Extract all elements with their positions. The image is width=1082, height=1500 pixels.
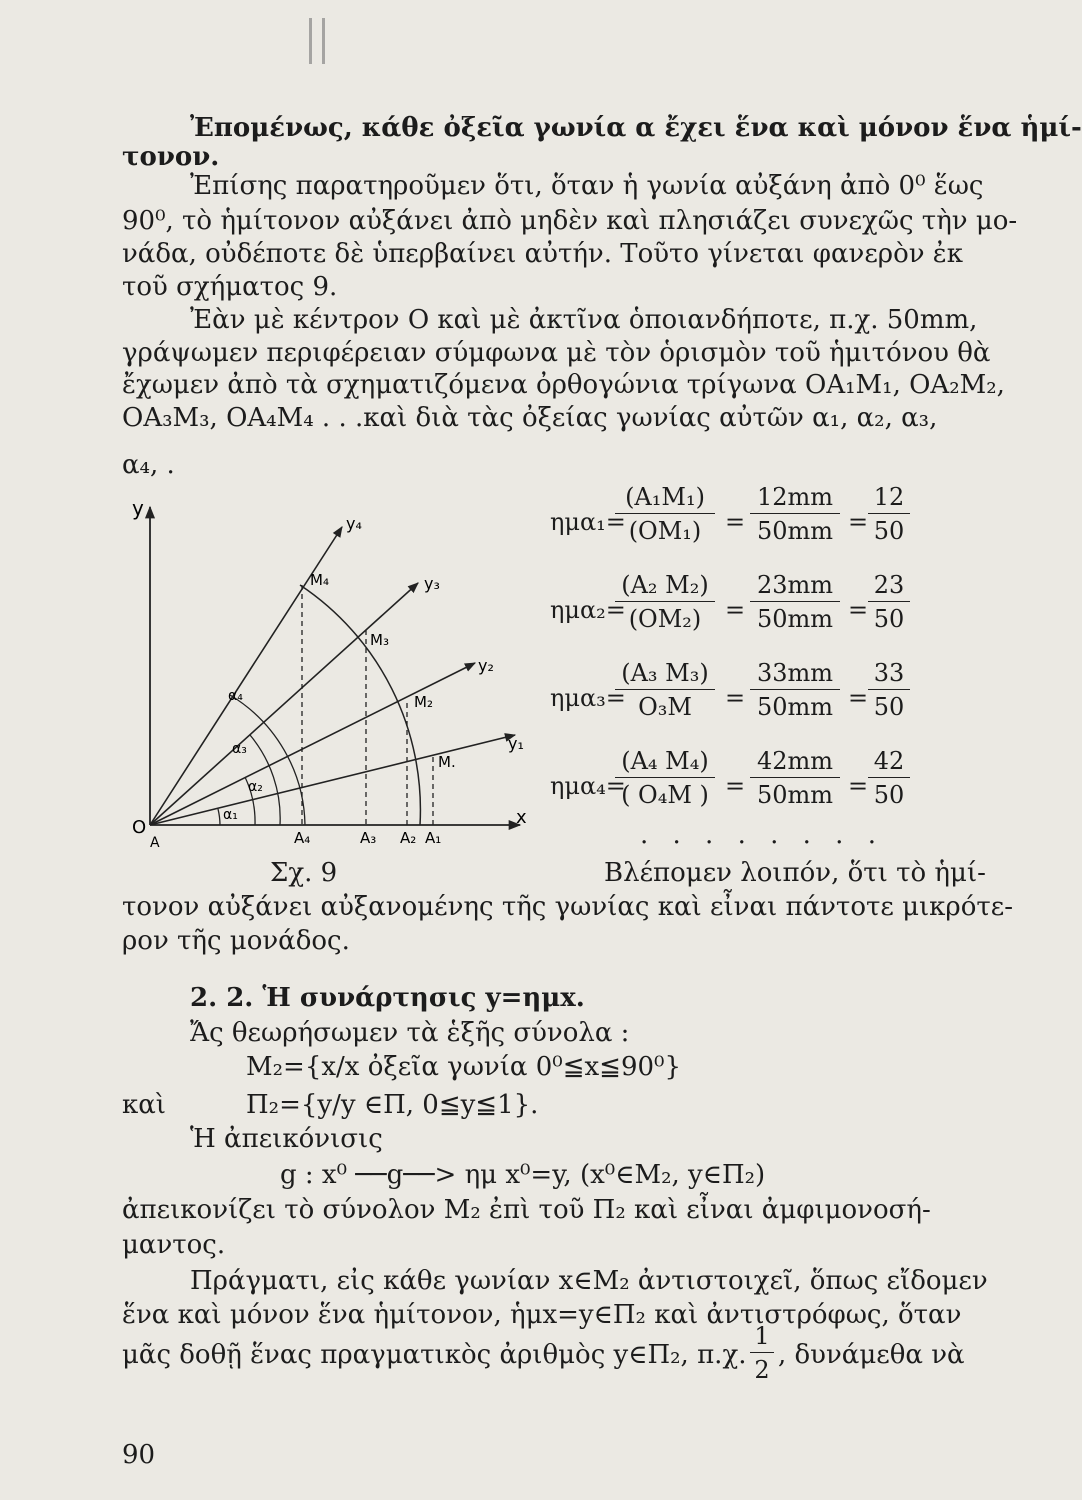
- mapping-formula: g : x⁰ ──g──> ημ x⁰=y, (x⁰∈Μ₂, y∈Π₂): [280, 1160, 766, 1190]
- denominator: ( Ο₄Μ ): [621, 781, 709, 809]
- numerator: 1: [750, 1322, 774, 1353]
- label-m1: M.: [438, 753, 456, 771]
- ray-y3: [150, 583, 418, 825]
- text-line: ἔχωμεν ἀπὸ τὰ σχηματιζόμενα ὀρθογώνια τρίγωνα ΟΑ₁Μ₁, ΟΑ₂Μ₂,: [122, 370, 1005, 400]
- formula-lhs: ημα₂=: [550, 596, 626, 624]
- label-y3: y₃: [424, 574, 440, 593]
- numerator: (Α₃ Μ₃): [615, 659, 715, 690]
- denominator: 50: [873, 693, 905, 721]
- text-line: Ἐὰν μὲ κέντρον Ο καὶ μὲ ἀκτῖνα ὁποιανδήποτε, π.χ. 50mm,: [190, 305, 978, 335]
- fraction-half: [750, 1322, 774, 1384]
- denominator: 50: [873, 605, 905, 633]
- numerator: 33: [868, 659, 910, 690]
- ray-y1: [150, 735, 515, 825]
- denominator: 50: [873, 517, 905, 545]
- text-line: ΟΑ₃Μ₃, ΟΑ₄Μ₄ . . .καὶ διὰ τὰς ὀξείας γωνίας αὐτῶν α₁, α₂, α₃,: [122, 403, 938, 433]
- numerator: (Α₄ Μ₄): [615, 747, 715, 778]
- unit-arc: [300, 585, 420, 825]
- text-line: Ἐπίσης παρατηροῦμεν ὅτι, ὅταν ἡ γωνία αὐξάνη ἀπὸ 0⁰ ἕως: [190, 171, 984, 201]
- numerator: (Α₂ Μ₂): [615, 571, 715, 602]
- text-line: Ἡ ἀπεικόνισις: [190, 1124, 383, 1154]
- label-a1: A₁: [425, 829, 442, 847]
- formula-lhs: ημα₄=: [550, 772, 626, 800]
- equals: =: [848, 596, 869, 624]
- label-o: O: [132, 817, 147, 838]
- label-y: y: [132, 496, 144, 520]
- numerator: 42mm: [750, 747, 840, 778]
- label-a2: A₂: [400, 829, 417, 847]
- text-line: Ἄς θεωρήσωμεν τὰ ἑξῆς σύνολα :: [190, 1018, 630, 1048]
- set-definition-m2: Μ₂={x/x ὀξεῖα γωνία 0⁰≦x≦90⁰}: [246, 1052, 681, 1082]
- text-line: Ἐπομένως, κάθε ὀξεῖα γωνία α ἔχει ἕνα καὶ μόνον ἕνα ἡμί-: [190, 113, 1082, 143]
- text-line: , δυνάμεθα νὰ: [778, 1340, 965, 1370]
- fraction: [750, 659, 840, 721]
- label-m4: M₄: [310, 571, 329, 589]
- text-line: τονον αὐξάνει αὐξανομένης τῆς γωνίας καὶ εἶναι πάντοτε μικρότε-: [122, 892, 1014, 922]
- equals: =: [848, 684, 869, 712]
- text-line: καὶ: [122, 1090, 167, 1120]
- label-m2: M₂: [414, 693, 433, 711]
- numerator: (Α₁Μ₁): [615, 483, 715, 514]
- formula-lhs: ημα₁=: [550, 508, 626, 536]
- label-alpha2: α₂: [248, 779, 263, 795]
- fraction: [868, 747, 910, 809]
- denominator: (ΟΜ₂): [628, 605, 702, 633]
- formula-lhs: ημα₃=: [550, 684, 626, 712]
- fraction: [868, 659, 910, 721]
- text-line: Βλέπομεν λοιπόν, ὅτι τὸ ἡμί-: [604, 858, 986, 888]
- text-line: α₄, .: [122, 450, 175, 480]
- fraction: [615, 571, 715, 633]
- denominator: 50: [873, 781, 905, 809]
- text-line: νάδα, οὐδέποτε δὲ ὑπερβαίνει αὐτήν. Τοῦτο γίνεται φανερὸν ἐκ: [122, 239, 964, 269]
- numerator: 23mm: [750, 571, 840, 602]
- text-line: τοῦ σχήματος 9.: [122, 272, 338, 302]
- denominator: 50mm: [756, 781, 834, 809]
- fraction: [868, 571, 910, 633]
- denominator: 50mm: [756, 517, 834, 545]
- fraction: [868, 483, 910, 545]
- figure-9: [120, 485, 540, 885]
- text-line: γράψωμεν περιφέρειαν σύμφωνα μὲ τὸν ὁρισμὸν τοῦ ἡμιτόνου θὰ: [122, 338, 991, 368]
- denominator: 50mm: [756, 605, 834, 633]
- fraction: [750, 571, 840, 633]
- ray-y2: [150, 663, 475, 825]
- equals: =: [725, 772, 746, 800]
- fraction: [750, 483, 840, 545]
- figure-caption: Σχ. 9: [270, 858, 338, 888]
- text-line: ἕνα καὶ μόνον ἕνα ἡμίτονον, ἡμx=y∈Π₂ καὶ ἀντιστρόφως, ὅταν: [122, 1300, 962, 1330]
- fraction: [615, 659, 715, 721]
- label-alpha3: α₃: [232, 741, 247, 757]
- numerator: 12: [868, 483, 910, 514]
- binding-mark: [309, 18, 325, 64]
- label-x: x: [516, 807, 527, 828]
- text-line: 90⁰, τὸ ἡμίτονον αὐξάνει ἀπὸ μηδὲν καὶ πλησιάζει συνεχῶς τὴν μο-: [122, 206, 1018, 236]
- equals: =: [725, 596, 746, 624]
- text-line: μαντος.: [122, 1230, 226, 1260]
- text-line: ρον τῆς μονάδος.: [122, 926, 350, 956]
- numerator: 33mm: [750, 659, 840, 690]
- denominator: (ΟΜ₁): [628, 517, 702, 545]
- numerator: 23: [868, 571, 910, 602]
- equals: =: [848, 772, 869, 800]
- set-definition-p2: Π₂={y/y ∈Π, 0≦y≦1}.: [246, 1090, 539, 1120]
- label-a3: A₃: [360, 829, 377, 847]
- fraction: [615, 747, 715, 809]
- denominator: Ο₃Μ: [638, 693, 692, 721]
- label-alpha1: α₁: [223, 807, 238, 823]
- text-line: μᾶς δοθῇ ἕνας πραγματικὸς ἀριθμὸς y∈Π₂, π.χ.: [122, 1340, 747, 1370]
- equals: =: [848, 508, 869, 536]
- ellipsis-dots: . . . . . . . .: [640, 820, 884, 850]
- label-a4: A₄: [294, 829, 311, 847]
- label-y1: y₁: [508, 734, 524, 753]
- label-y2: y₂: [478, 656, 494, 675]
- angle-arc-a4: [230, 695, 305, 825]
- label-alpha4: α₄: [228, 688, 243, 704]
- numerator: 42: [868, 747, 910, 778]
- label-y4: y₄: [346, 514, 362, 533]
- label-a: A: [150, 835, 160, 851]
- text-line: ἀπεικονίζει τὸ σύνολον Μ₂ ἐπὶ τοῦ Π₂ καὶ εἶναι ἀμφιμονοσή-: [122, 1195, 931, 1225]
- equals: =: [725, 508, 746, 536]
- denominator: 2: [754, 1356, 770, 1384]
- fraction: [615, 483, 715, 545]
- label-m3: M₃: [370, 631, 389, 649]
- angle-arc-a1: [218, 809, 220, 825]
- denominator: 50mm: [756, 693, 834, 721]
- fraction: [750, 747, 840, 809]
- text-line: τονον.: [122, 142, 220, 172]
- numerator: 12mm: [750, 483, 840, 514]
- page-number: 90: [122, 1440, 156, 1470]
- equals: =: [725, 684, 746, 712]
- section-title: 2. 2. Ἡ συνάρτησις y=ημx.: [190, 983, 585, 1013]
- text-line: Πράγματι, εἰς κάθε γωνίαν x∈Μ₂ ἀντιστοιχεῖ, ὅπως εἴδομεν: [190, 1266, 988, 1296]
